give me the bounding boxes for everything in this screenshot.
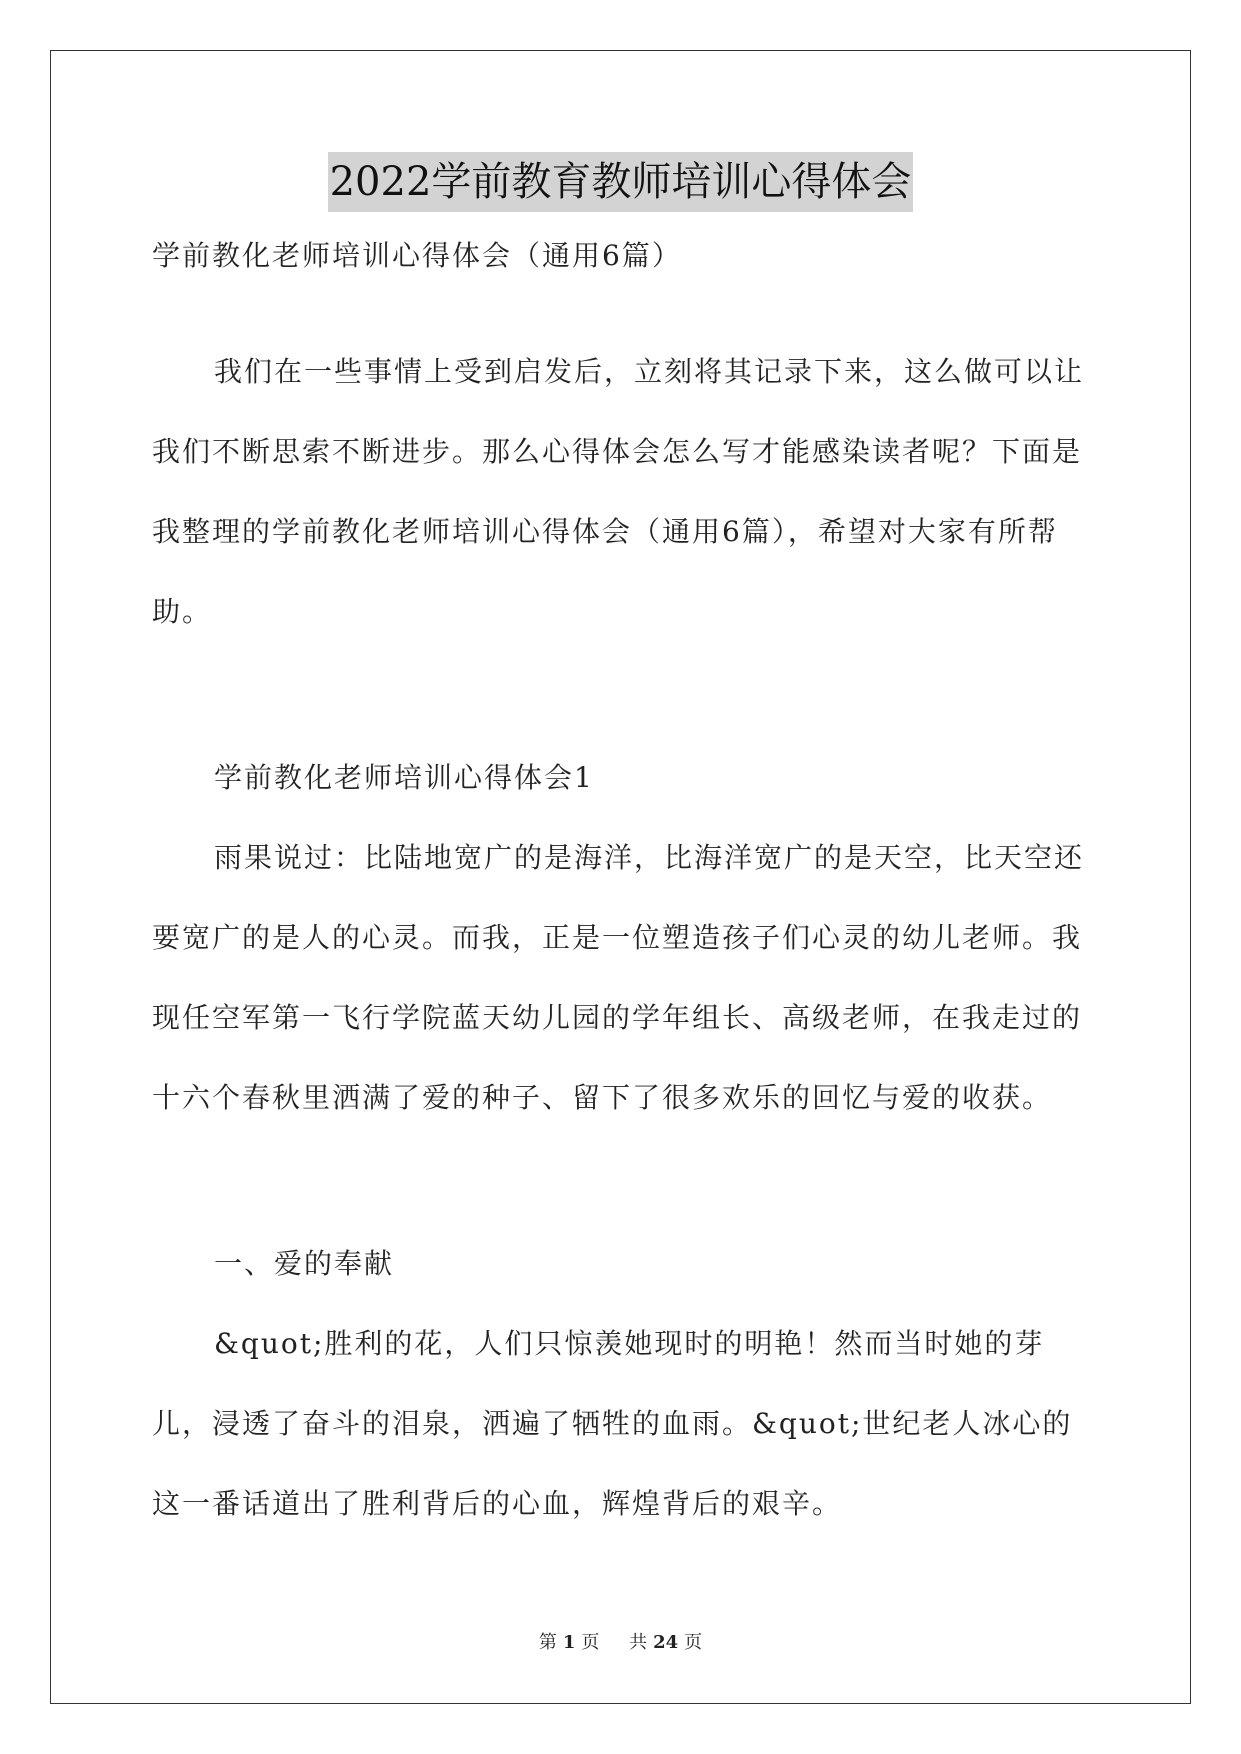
page-number: 1 (562, 1632, 576, 1653)
title-container (0, 152, 1241, 212)
document-subtitle: 学前教化老师培训心得体会（通用6篇） (152, 239, 682, 272)
total-pages: 24 (653, 1632, 679, 1653)
intro-paragraph: 我们在一些事情上受到启发后，立刻将其记录下来，这么做可以让我们不断思索不断进步。那么心得体会怎么写才能感染读者呢？下面是我整理的学前教化老师培训心得体会（通用6篇），希望对大家有所帮助。 (152, 355, 1085, 628)
page-indicator: 第 1 页 (538, 1632, 600, 1653)
total-pages-indicator: 共 24 页 (629, 1632, 703, 1653)
subheading: 一、爱的奉献 (214, 1247, 395, 1280)
section-paragraph: 雨果说过：比陆地宽广的是海洋，比海洋宽广的是天空，比天空还要宽广的是人的心灵。而我，正是一位塑造孩子们心灵的幼儿老师。我现任空军第一飞行学院蓝天幼儿园的学年组长、高级老师，在我走过的十六个春秋里洒满了爱的种子、留下了很多欢乐的回忆与爱的收获。 (152, 841, 1085, 1114)
section-paragraph-2: &quot;胜利的花，人们只惊羡她现时的明艳！然而当时她的芽儿，浸透了奋斗的泪泉，洒遍了牺牲的血雨。&quot;世纪老人冰心的这一番话道出了胜利背后的心血，辉煌背后的艰辛。 (152, 1327, 1073, 1520)
document-title: 2022学前教育教师培训心得体会 (328, 152, 914, 212)
page-footer (0, 1628, 1241, 1654)
section-heading: 学前教化老师培训心得体会1 (214, 761, 594, 794)
